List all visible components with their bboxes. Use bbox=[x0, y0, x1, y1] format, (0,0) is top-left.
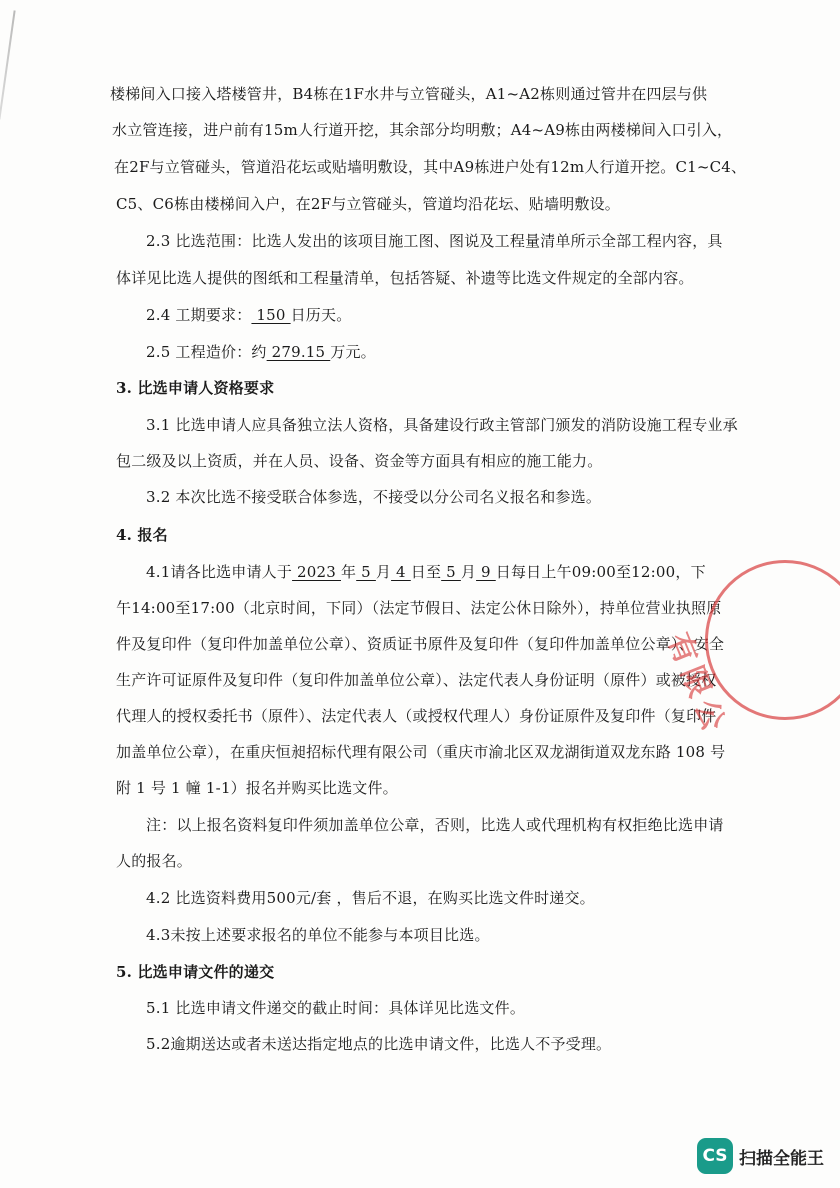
note-line-2: 人的报名。 bbox=[116, 852, 193, 870]
clause-2-4-label: 2.4 工期要求： bbox=[146, 306, 252, 324]
start-day: 4 bbox=[391, 563, 411, 581]
construction-period-value: 150 bbox=[251, 306, 291, 324]
end-day: 9 bbox=[476, 563, 496, 581]
clause-5-2: 5.2逾期送达或者未送达指定地点的比选申请文件，比选人不予受理。 bbox=[146, 1035, 612, 1053]
clause-4-1-line-1 bbox=[146, 562, 706, 582]
camscanner-watermark bbox=[697, 1136, 825, 1176]
company-seal-text: 有限公 bbox=[660, 627, 734, 742]
scan-edge-mark bbox=[0, 10, 16, 119]
note-line-1: 注：以上报名资料复印件须加盖单位公章，否则，比选人或代理机构有权拒绝比选申请 bbox=[146, 816, 724, 834]
clause-5-1: 5.1 比选申请文件递交的截止时间：具体详见比选文件。 bbox=[146, 999, 526, 1017]
month-char-1: 月 bbox=[375, 563, 392, 581]
clause-2-4 bbox=[146, 305, 351, 325]
clause-2-5 bbox=[146, 342, 376, 362]
section-4-heading: 4. 报名 bbox=[116, 526, 168, 544]
day-to-char: 日至 bbox=[410, 563, 442, 581]
start-month: 5 bbox=[356, 563, 376, 581]
end-month: 5 bbox=[441, 563, 461, 581]
start-year: 2023 bbox=[292, 563, 341, 581]
clause-4-2: 4.2 比选资料费用500元/套 ，售后不退，在购买比选文件时递交。 bbox=[146, 889, 595, 907]
month-char-2: 月 bbox=[460, 563, 477, 581]
clause-3-1-line-1: 3.1 比选申请人应具备独立法人资格，具备建设行政主管部门颁发的消防设施工程专业承 bbox=[146, 416, 738, 434]
clause-2-5-label: 2.5 工程造价：约 bbox=[146, 343, 267, 361]
section-3-heading: 3. 比选申请人资格要求 bbox=[116, 379, 275, 397]
clause-2-4-unit: 日历天。 bbox=[290, 306, 352, 324]
clause-4-1-line-2: 午14:00至17:00（北京时间，下同）（法定节假日、法定公休日除外），持单位营业执照原 bbox=[116, 599, 722, 617]
clause-4-1-line-5: 代理人的授权委托书（原件）、法定代表人（或授权代理人）身份证原件及复印件（复印件 bbox=[116, 707, 717, 725]
text-line-3: 在2F与立管碰头，管道沿花坛或贴墙明敷设，其中A9栋进户处有12m人行道开挖。C1~C4、 bbox=[114, 158, 747, 176]
camscanner-label: 扫描全能王 bbox=[739, 1148, 824, 1169]
clause-4-1-line-7: 附 1 号 1 幢 1-1）报名并购买比选文件。 bbox=[116, 779, 398, 797]
camscanner-logo-icon: CS bbox=[697, 1138, 733, 1174]
clause-2-3-line-2: 体详见比选人提供的图纸和工程量清单，包括答疑、补遗等比选文件规定的全部内容。 bbox=[116, 269, 694, 287]
clause-2-5-unit: 万元。 bbox=[330, 343, 376, 361]
clause-3-1-line-2: 包二级及以上资质，并在人员、设备、资金等方面具有相应的施工能力。 bbox=[116, 452, 603, 470]
clause-4-1-line-6: 加盖单位公章），在重庆恒昶招标代理有限公司（重庆市渝北区双龙湖街道双龙东路 108 号 bbox=[116, 743, 726, 761]
project-cost-value: 279.15 bbox=[266, 343, 331, 361]
text-line-4: C5、C6栋由楼梯间入户，在2F与立管碰头，管道均沿花坛、贴墙明敷设。 bbox=[116, 195, 620, 213]
clause-4-1-line-3: 件及复印件（复印件加盖单位公章）、资质证书原件及复印件（复印件加盖单位公章）、安全 bbox=[116, 635, 725, 653]
clause-4-3: 4.3未按上述要求报名的单位不能参与本项目比选。 bbox=[146, 926, 490, 944]
clause-3-2: 3.2 本次比选不接受联合体参选，不接受以分公司名义报名和参选。 bbox=[146, 488, 602, 506]
clause-4-1-intro: 4.1请各比选申请人于 bbox=[146, 563, 293, 581]
daily-hours: 日每日上午09:00至12:00，下 bbox=[495, 563, 706, 581]
clause-4-1-line-4: 生产许可证原件及复印件（复印件加盖单位公章）、法定代表人身份证明（原件）或被授权 bbox=[116, 671, 717, 689]
text-line-2: 水立管连接，进户前有15m人行道开挖，其余部分均明敷；A4~A9栋由两楼梯间入口引入， bbox=[112, 121, 733, 139]
clause-2-3-line-1: 2.3 比选范围：比选人发出的该项目施工图、图说及工程量清单所示全部工程内容，具 bbox=[146, 232, 723, 250]
year-char: 年 bbox=[340, 563, 357, 581]
text-line-1: 楼梯间入口接入塔楼管井，B4栋在1F水井与立管碰头，A1~A2栋则通过管井在四层与供 bbox=[110, 85, 708, 103]
section-5-heading: 5. 比选申请文件的递交 bbox=[116, 963, 275, 981]
